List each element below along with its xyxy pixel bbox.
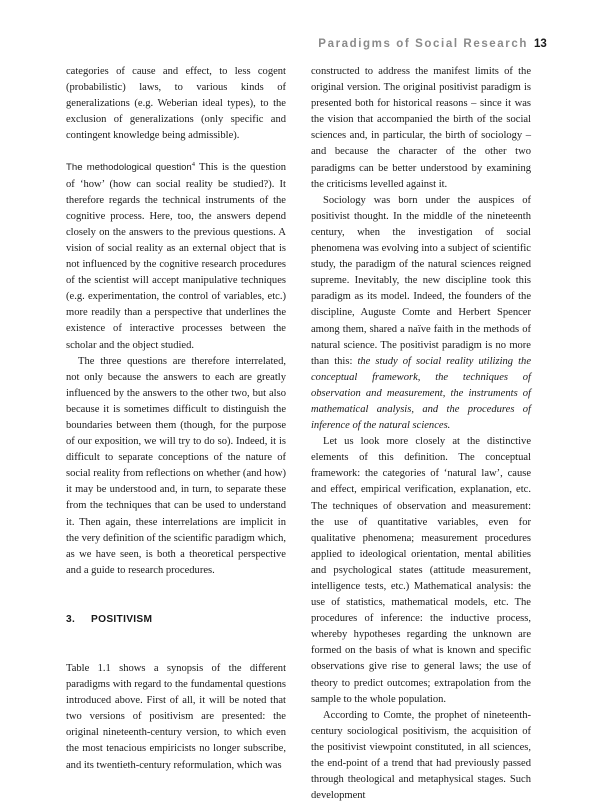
paragraph: categories of cause and effect, to less cogent (probabilistic) laws, to various kinds of generalizations (e.g. Weberian ideal types), to the exclusion of generalizations (only specific and contingent knowledge being admissible). <box>66 66 286 142</box>
running-title: Paradigms of Social Research <box>318 38 528 50</box>
paragraph: Let us look more closely at the distinctive elements of this definition. The conceptual framework: the categories of ‘natural law’, cause and effect, empirical verification, explanation, etc. The techniques of observation and measurement: the use of quantitative variables, even for qualitative phenomena; measurement procedures applied to ideological orientation, mental abilities and psychological states (attitude measurement, intelligence tests, etc.) Mathematical analysis: the use of statistics, mathematical models, etc. The procedures of inference: the inductive process, whereby hypotheses regarding the unknown are formed on the basis of what is known and specific observations give rise to general laws; the use of theory to predict outcomes; extrapolation from the sample to the whole population. <box>311 436 531 705</box>
paragraph-text: Sociology was born under the auspices of positivist thought. In the middle of the nineteenth century, when the investigation of social phenomena was evolving into a subject of scientific study, the paradigm of the natural sciences reigned supreme. Inevitably, the new discipline took this paradigm as its model. Indeed, the founders of the discipline, Auguste Comte and Herbert Spencer among them, shared a naïve faith in the methods of natural science. The positivist paradigm is no more than this: <box>311 194 531 367</box>
page-number: 13 <box>534 38 547 50</box>
paragraph-text: This is the question of ‘how’ (how can social reality be studied?). It therefore regards the technical instruments of the cognitive process. Here, too, the answers depend closely on the answers to the previous questions. A vision of social reality as an external object that is not influenced by the cognitive research procedures of the scientist will accept manipulative techniques (e.g. experimentation, the control of variables, etc.) more readily than a perspective that underlines the existence of interactive processes between the scholar and the object studied. <box>66 162 286 351</box>
paragraph <box>311 193 531 434</box>
section-title: POSITIVISM <box>91 613 153 625</box>
section-heading <box>66 612 286 628</box>
paragraph <box>66 160 286 353</box>
footnote-marker: 4 <box>191 161 196 169</box>
paragraph: constructed to address the manifest limits of the original version. The original positivist paradigm is presented both for historical reasons – since it was the vision that accompanied the birth of the social sciences and, in particular, the birth of sociology – and because the character of the other two paradigms can be better understood by examining the criticisms levelled against it. <box>311 66 531 190</box>
section-number: 3. <box>66 613 76 625</box>
paragraph: The three questions are therefore interrelated, not only because the answers to each are greatly influenced by the answers to the other two, but also because it is sometimes difficult to distinguish the boundaries between them (though, for the purpose of our exposition, we will try to do so). Indeed, it is difficult to separate conceptions of the nature of social reality from reflections on whether (and how) it may be understood and, in turn, to separate these from the techniques that can be used to understand it. Then again, these interrelations are implicit in the very definition of the scientific paradigm which, as we have seen, is both a theoretical perspective and a guide to research procedures. <box>66 355 286 576</box>
left-column <box>66 64 286 774</box>
paragraph: According to Comte, the prophet of nineteenth-century sociological positivism, the acquisition of the positivist viewpoint constituted, in all sciences, the end-point of a trend that had previously passed through theological and metaphysical stages. Such development <box>311 709 531 802</box>
right-column <box>311 64 531 804</box>
methodological-question-lead: The methodological question <box>66 162 192 174</box>
paragraph: Table 1.1 shows a synopsis of the different paradigms with regard to the fundamental questions introduced above. First of all, it will be noted that two versions of positivism are presented: the original nineteenth-century version, to which even the most tenacious empiricists no longer subscribe, and its twentieth-century reformulation, which was <box>66 663 286 771</box>
positivism-definition: the study of social reality utilizing the conceptual framework, the techniques of observation and measurement, the instruments of mathematical analysis, and the procedures of inference of the natural sciences. <box>311 355 532 432</box>
